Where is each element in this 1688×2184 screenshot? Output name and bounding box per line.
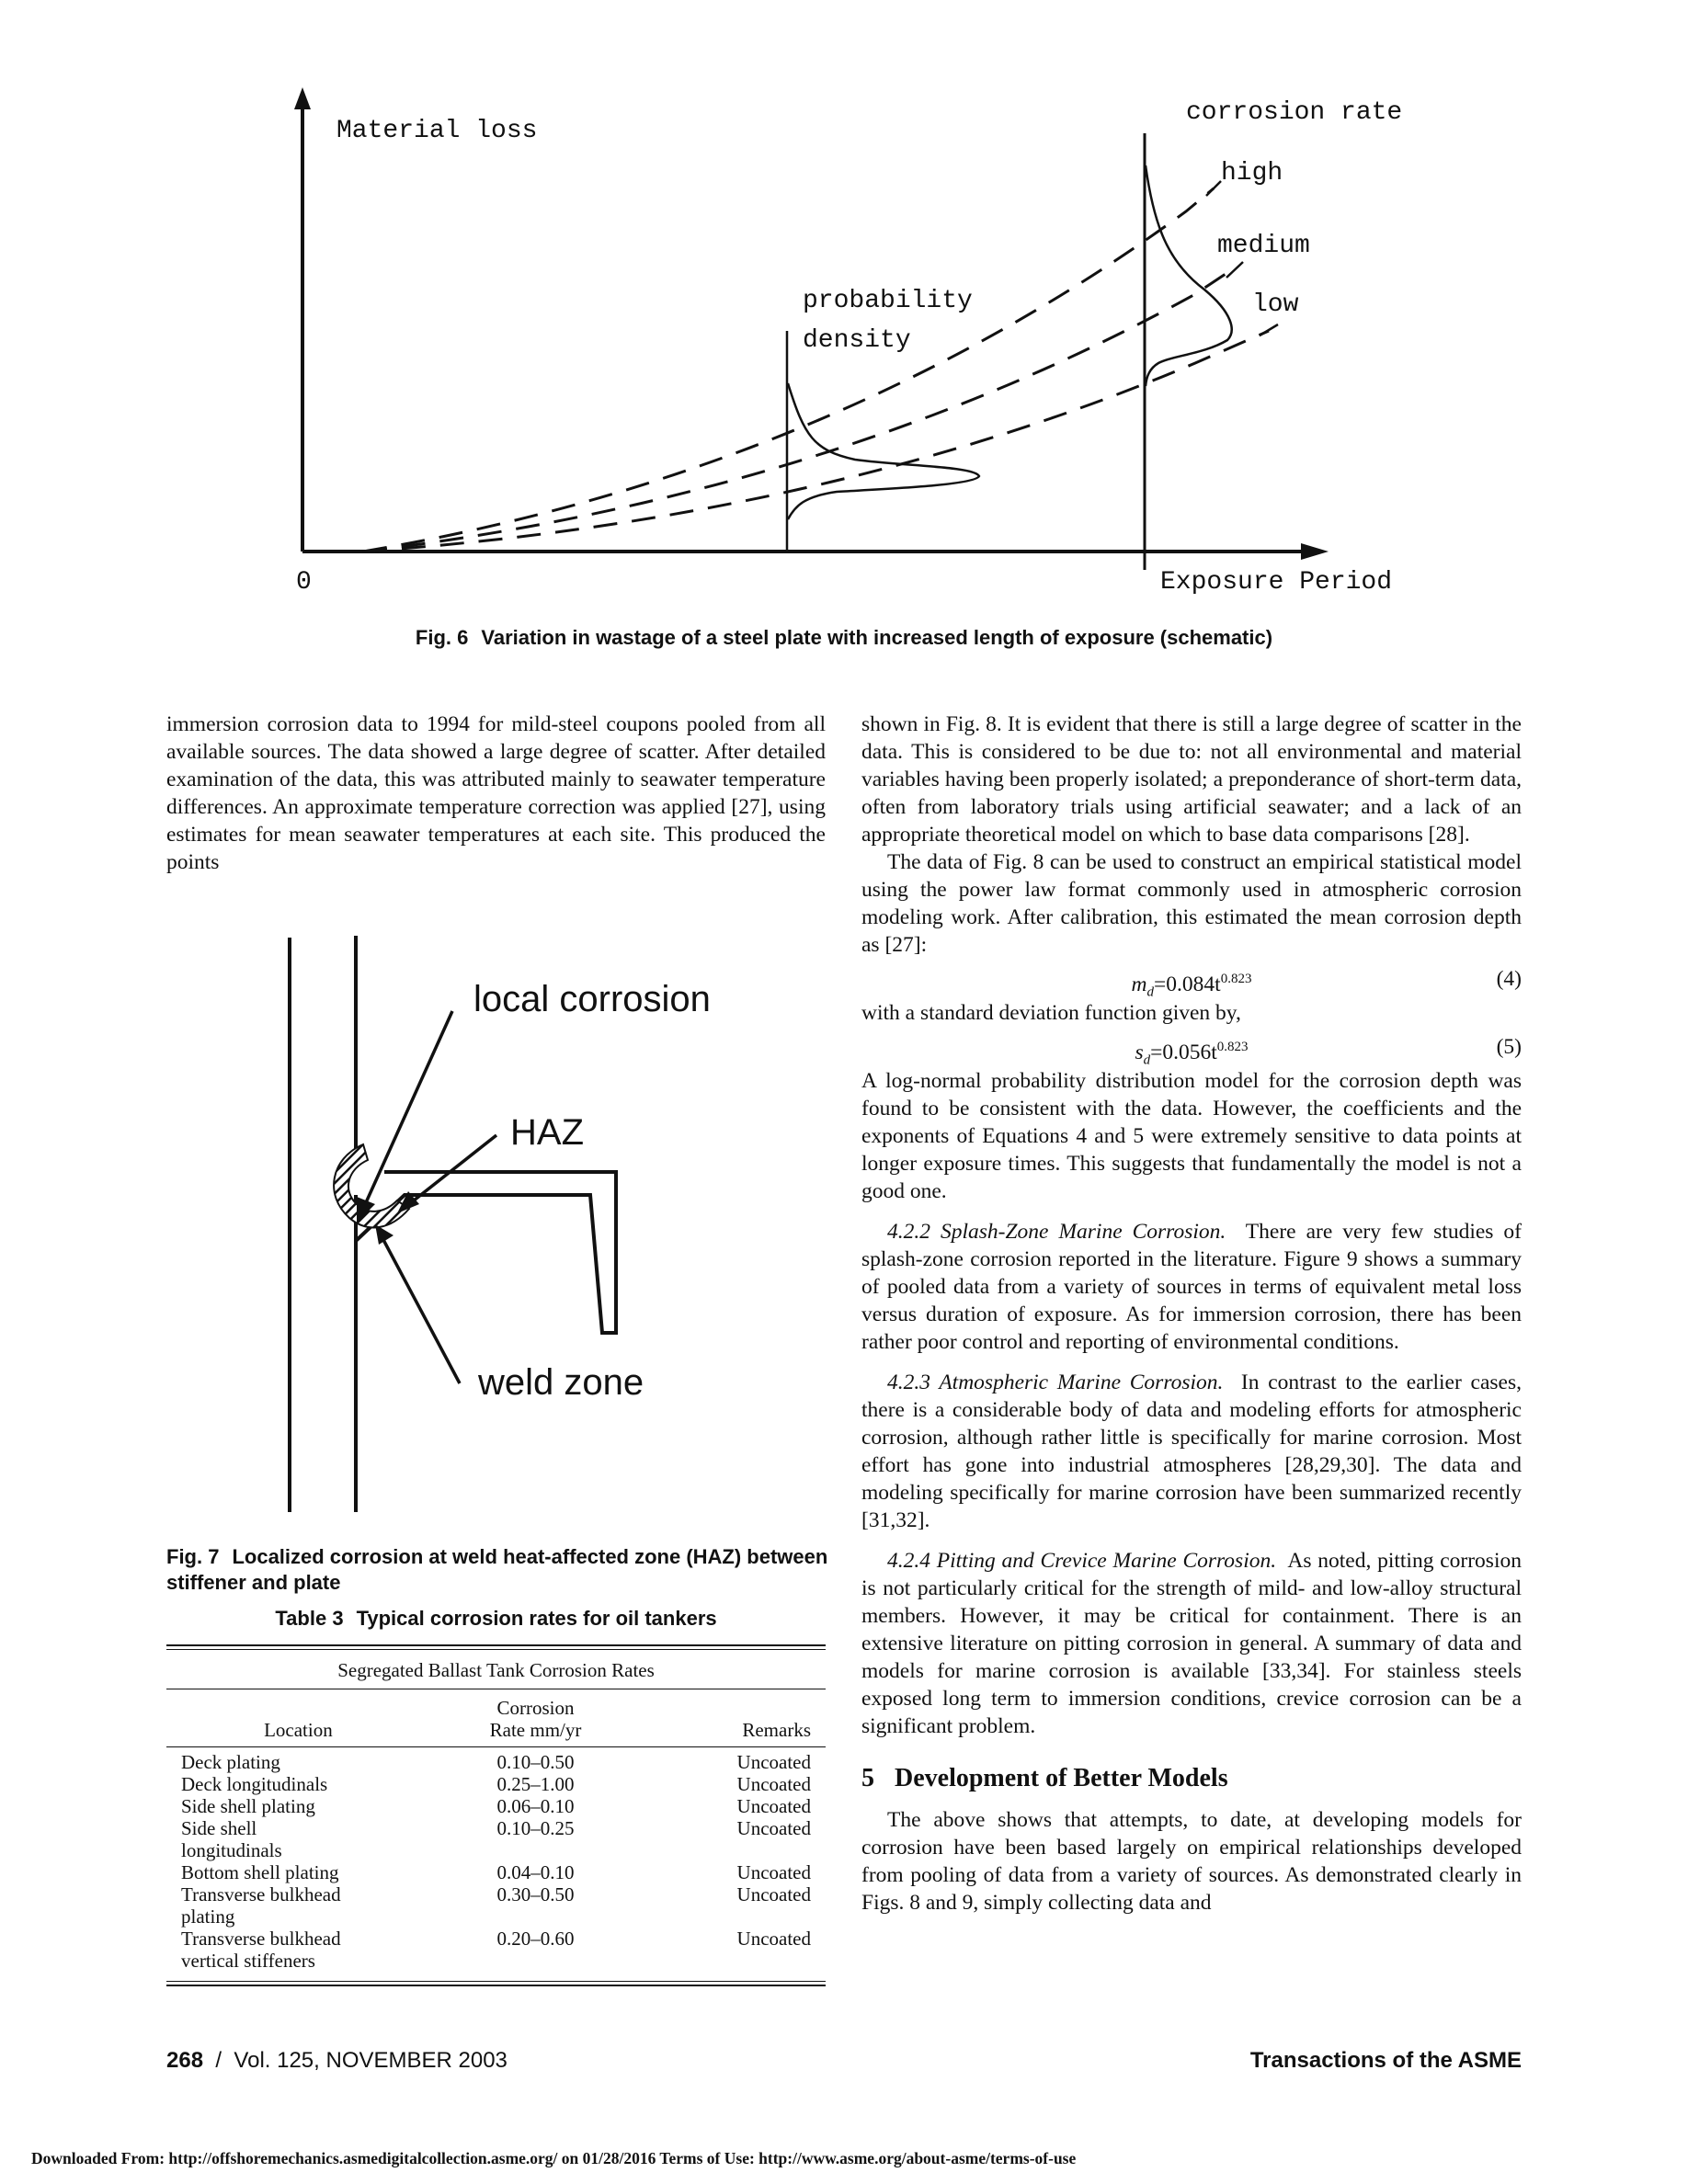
stiffener-outline [356,1172,616,1333]
table-row: Side shell plating 0.06–0.10 Uncoated [181,1795,811,1817]
fig7-label-weld-zone: weld zone [478,1362,644,1403]
arrow-local-corrosion [357,1011,452,1223]
section-4-2-4-text: As noted, pitting corrosion is not particularly critical for the strength of mild- and low-alloy structural members. However, it may be critical for containment. There is an extensive literature on pitting corrosion in general. A summary of data and models for marine corrosion is available [33,34]. For stainless steels exposed long term to immersion conditions, crevice corrosion can be a significant problem. [861,1549,1522,1738]
section-4-2-2-title: 4.2.2 Splash-Zone Marine Corrosion. [887,1220,1226,1244]
footer-separator: / [215,2048,222,2073]
leader-medium [1226,262,1243,278]
fig6-label-medium: medium [1217,232,1310,260]
table3-header-location: Location [264,1719,333,1741]
table-row: Bottom shell plating 0.04–0.10 Uncoated [181,1861,811,1883]
table-row: Transverse bulkhead plating 0.30–0.50 Uncoated [181,1883,811,1928]
right-column [861,711,1522,1917]
table-row: Transverse bulkhead vertical stiffeners 0.20–0.60 Uncoated [181,1928,811,1972]
section-5-heading: 5 Development of Better Models [861,1764,1228,1792]
leader-high [1206,181,1221,196]
left-paragraph-1: immersion corrosion data to 1994 for mild-steel coupons pooled from all available sources. The data showed a large degree of scatter. After detailed examination of the data, this was attributed mainly to seawater temperature differences. An approximate temperature correction was applied [27], using estimates for mean seawater temperatures at each site. This produced the points [166,712,826,874]
volume-info: Vol. 125, NOVEMBER 2003 [234,2048,508,2073]
fig6-label-high: high [1221,159,1283,188]
fig6-y-axis-label: Material loss [336,117,538,145]
arrow-weld-zone [375,1224,460,1383]
table3-header-remarks: Remarks [742,1719,811,1741]
section-4-2-3 [861,1369,1522,1534]
table-row: Side shell longitudinals 0.10–0.25 Uncoated [181,1817,811,1861]
table3-caption-text: Typical corrosion rates for oil tankers [356,1607,717,1630]
section-4-2-2-text: There are very few studies of splash-zone corrosion reported in the literature. Figure 9 shows a summary of pooled data from a variety of sources in terms of equivalent metal loss versus duration of exposure. As for immersion corrosion, there has been rather poor control and reporting of environmental conditions. [861,1220,1522,1354]
right-paragraph-2: The data of Fig. 8 can be used to construct an empirical statistical model using the power law format commonly used in atmospheric corrosion modeling work. After calibration, this estimated the mean corrosion depth as [27]: [861,850,1522,957]
right-paragraph-3: with a standard deviation function given by, [861,1001,1241,1025]
arrow-haz [397,1135,496,1213]
fig6-corrosion-rate-label: corrosion rate [1186,98,1403,127]
fig6-caption-label: Fig. 6 [415,626,469,649]
fig7-caption-text: Localized corrosion at weld heat-affected zone (HAZ) between stiffener and plate [166,1545,828,1594]
fig7-label-haz: HAZ [510,1112,584,1153]
section-4-2-3-text: In contrast to the earlier cases, there is a considerable body of data and modeling efforts for atmospheric corrosion, although rather little is specifically for marine corrosion. Most effort has gone into industrial atmospheres [28,29,30]. The data and modeling specifically for marine corrosion have been summarized recently [31,32]. [861,1371,1522,1532]
table3-header-rate: Corrosion Rate mm/yr [489,1697,582,1741]
fig6-pdf-label-2: density [803,326,911,355]
right-paragraph-4: A log-normal probability distribution model for the corrosion depth was found to be consistent with the data. However, the coefficients and the exponents of Equations 4 and 5 were extremely sensitive to data points at longer exposure times. This suggests that fundamentally the model is not a good one. [861,1069,1522,1203]
curve-high-rate [363,188,1214,552]
page-footer-left [166,2048,508,2074]
left-column [166,711,826,876]
fig6-label-low: low [1252,290,1299,319]
fig6-caption [0,625,1688,651]
table-row: Deck longitudinals 0.25–1.00 Uncoated [181,1773,811,1795]
fig7-caption [166,1544,828,1596]
right-paragraph-5: The above shows that attempts, to date, at developing models for corrosion have been based largely on empirical relationships developed from pooling of data from a variety of sources. As demonstrated clearly in Figs. 8 and 9, simply collecting data and [861,1808,1522,1915]
fig6-caption-text: Variation in wastage of a steel plate with increased length of exposure (schematic) [481,626,1273,649]
table3 [166,1644,826,1986]
equation-4: $m_d=0.084t^{0.823}$ (4) [861,962,1522,995]
table3-caption-label: Table 3 [275,1607,344,1630]
haz-corrosion-region [334,1144,409,1227]
fig7-label-local-corrosion: local corrosion [473,979,711,1019]
fig6-pdf-label-1: probability [803,287,973,315]
page-number: 268 [166,2048,204,2073]
table3-grid [166,1697,826,1972]
pdf-curve-2 [1146,165,1232,386]
section-4-2-2 [861,1218,1522,1356]
section-4-2-3-title: 4.2.3 Atmospheric Marine Corrosion. [887,1371,1224,1394]
section-4-2-4 [861,1547,1522,1740]
download-notice: Downloaded From: http://offshoremechanics.asmedigitalcollection.asme.org/ on 01/28/2016 Terms of Use: http://www.asme.org/about-asme/terms-of-use [31,2149,1077,2167]
x-axis-arrow [1301,543,1329,560]
section-4-2-4-title: 4.2.4 Pitting and Crevice Marine Corrosion. [887,1549,1277,1573]
table3-caption [166,1606,826,1632]
fig6-origin-label: 0 [296,568,312,597]
equation-5: $s_d=0.056t^{0.823}$ (5) [861,1030,1522,1064]
y-axis-arrow [294,87,311,109]
journal-name: Transactions of the ASME [1249,2048,1522,2073]
right-paragraph-1: shown in Fig. 8. It is evident that there is still a large degree of scatter in the data. This is considered to be due to: not all environmental and material variables having been properly isolated; a preponderance of short-term data, often from laboratory trials using artificial seawater; and a lack of an appropriate theoretical model on which to base data comparisons [28]. [861,712,1522,847]
leader-low [1260,324,1278,336]
fig6-x-axis-label: Exposure Period [1160,568,1393,597]
table3-group-header: Segregated Ballast Tank Corrosion Rates [337,1659,655,1681]
equation-5-number: (5) [1496,1035,1522,1059]
fig7-caption-label: Fig. 7 [166,1545,220,1568]
equation-4-number: (4) [1496,967,1522,991]
table-row: Deck plating 0.10–0.50 Uncoated [181,1751,811,1773]
curve-medium-rate [363,267,1237,552]
